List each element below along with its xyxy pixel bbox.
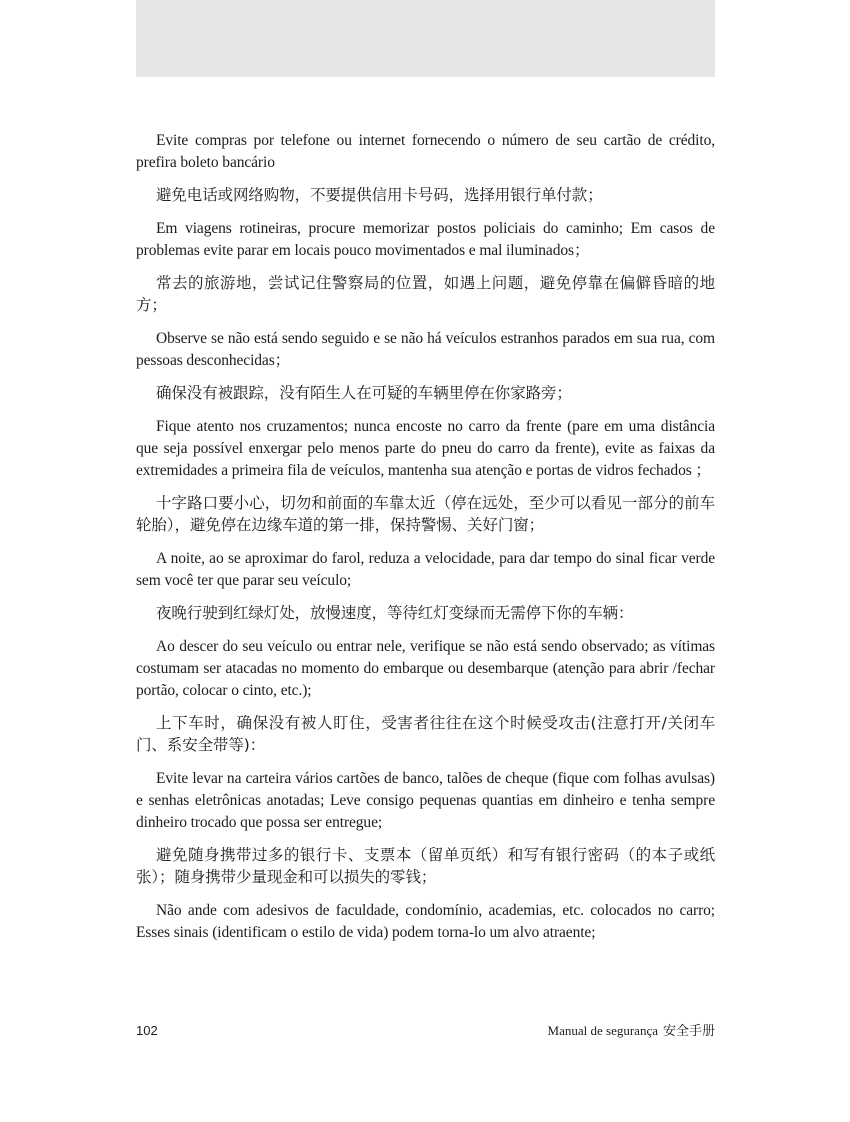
page-number: 102 (136, 1023, 158, 1038)
paragraph-pt: Ao descer do seu veículo ou entrar nele, verifique se não está sendo observado; as vítimas costumam ser atacadas no momento do embarque ou desembarque (atenção para abrir /fechar portão, colocar o cinto, etc.); (136, 638, 715, 699)
paragraph-pt: Observe se não está sendo seguido e se não há veículos estranhos parados em sua rua, com pessoas desconhecidas； (136, 330, 715, 369)
paragraph-zh: 上下车时，确保没有被人盯住，受害者往往在这个时候受攻击(注意打开/关闭车门、系安全带等)： (136, 714, 715, 754)
document-body (136, 130, 715, 954)
paragraph-zh: 夜晚行驶到红绿灯处，放慢速度，等待红灯变绿而无需停下你的车辆： (156, 604, 634, 622)
paragraph-pt: Não ande com adesivos de faculdade, condomínio, academias, etc. colocados no carro; Esses sinais (identificam o estilo de vida) podem torna-lo um alvo atraente; (136, 902, 715, 941)
paragraph-zh: 十字路口要小心，切勿和前面的车靠太近（停在远处，至少可以看见一部分的前车轮胎），避免停在边缘车道的第一排，保持警惕、关好门窗； (136, 494, 715, 534)
paragraph-zh: 避免电话或网络购物，不要提供信用卡号码，选择用银行单付款； (156, 186, 603, 204)
paragraph-pt: A noite, ao se aproximar do farol, reduza a velocidade, para dar tempo do sinal ficar verde sem você ter que parar seu veículo; (136, 550, 715, 589)
paragraph-pt: Em viagens rotineiras, procure memorizar postos policiais do caminho; Em casos de problemas evite parar em locais pouco movimentados e mal iluminados； (136, 220, 715, 259)
header-band (136, 0, 715, 77)
paragraph-pt: Evite levar na carteira vários cartões de banco, talões de cheque (fique com folhas avulsas) e senhas eletrônicas anotadas; Leve consigo pequenas quantias em dinheiro e tenha sempre dinheiro trocado que possa ser entregue; (136, 770, 715, 831)
paragraph-zh: 避免随身携带过多的银行卡、支票本（留单页纸）和写有银行密码（的本子或纸张）；随身携带少量现金和可以损失的零钱； (136, 846, 715, 886)
paragraph-zh: 确保没有被跟踪，没有陌生人在可疑的车辆里停在你家路旁； (156, 384, 572, 402)
paragraph-pt: Evite compras por telefone ou internet fornecendo o número de seu cartão de crédito, prefira boleto bancário (136, 132, 715, 171)
page-footer (136, 1022, 715, 1042)
running-title-zh: 安全手册 (662, 1024, 715, 1039)
running-title (548, 1022, 715, 1041)
running-title-pt: Manual de segurança (547, 1023, 658, 1038)
paragraph-zh: 常去的旅游地，尝试记住警察局的位置，如遇上问题，避免停靠在偏僻昏暗的地方； (136, 274, 715, 314)
paragraph-pt: Fique atento nos cruzamentos; nunca encoste no carro da frente (pare em uma distância que seja possível enxergar pelo menos parte do pneu do carro da frente), evite as faixas da extremidades a primeira fila de veículos, mantenha sua atenção e portas de vidros fechados ； (136, 418, 715, 479)
